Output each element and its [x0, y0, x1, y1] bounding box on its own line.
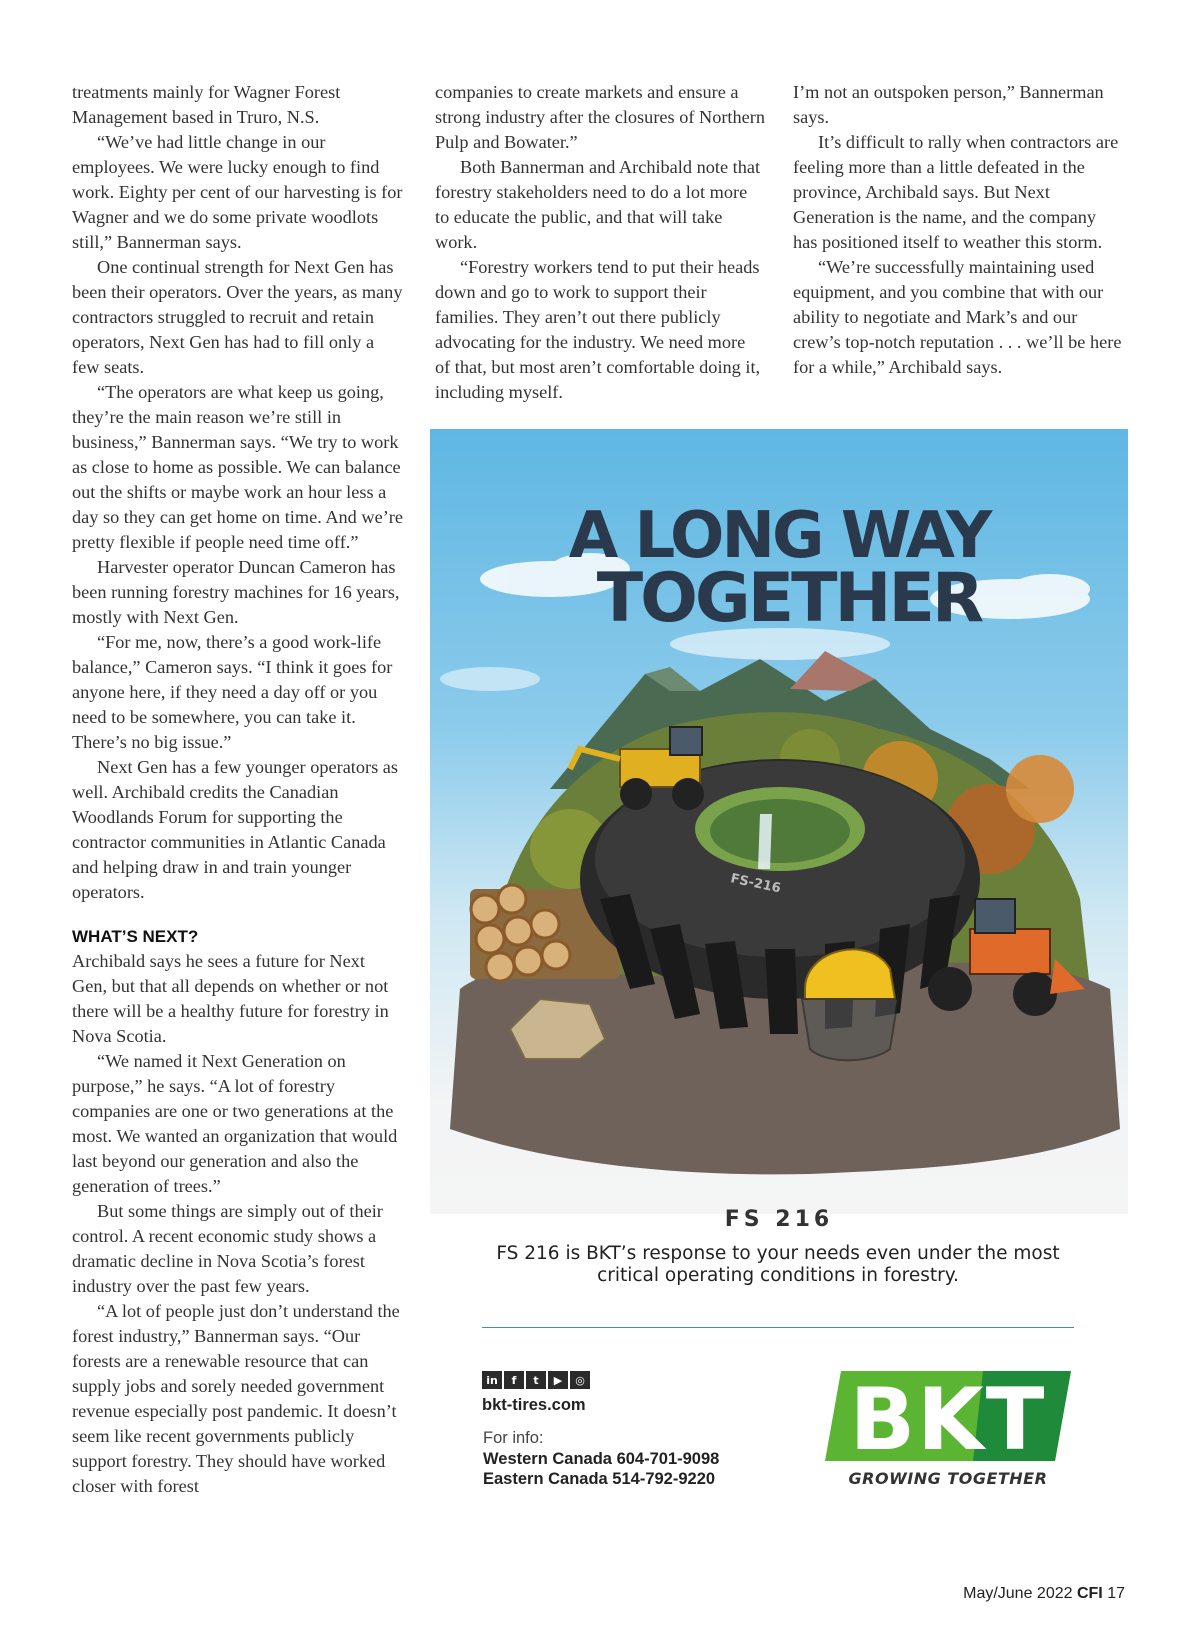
eastern-canada-phone: Eastern Canada 514-792-9220	[483, 1470, 716, 1488]
paragraph: One continual strength for Next Gen has been their operators. Over the years, as many contractors struggled to recruit and retain operators, Next Gen has had to fill only a few seats.	[72, 257, 403, 377]
paragraph: “We’ve had little change in our employees. We were lucky enough to find work. Eighty per cent of our harvesting is for Wagner and we do some private woodlots still,” Bannerman says.	[72, 132, 403, 252]
bkt-logo	[823, 1369, 1073, 1464]
website-link[interactable]: bkt-tires.com	[482, 1396, 586, 1414]
paragraph: “For me, now, there’s a good work-life balance,” Cameron says. “I think it goes for anyone here, if they need a day off or you need to be somewhere, you can take it. There’s no big issue.”	[72, 632, 393, 752]
paragraph: Both Bannerman and Archibald note that forestry stakeholders need to do a lot more to educate the public, and that will take work.	[435, 157, 761, 252]
page-folio	[963, 1585, 1125, 1603]
paragraph: Archibald says he sees a future for Next Gen, but that all depends on whether or not there will be a healthy future for forestry in Nova Scotia.	[72, 951, 389, 1046]
tire-sidewall-text: FS-216	[729, 871, 782, 897]
safety-helmet	[802, 949, 898, 1060]
ad-hero-illustration	[430, 429, 1128, 1214]
western-canada-phone: Western Canada 604-701-9098	[483, 1450, 720, 1468]
social-icons	[482, 1371, 590, 1389]
instagram-icon[interactable]: ◎	[570, 1371, 590, 1389]
article-column-1	[72, 80, 404, 1499]
issue-date: May/June 2022	[963, 1585, 1073, 1602]
paragraph: “We named it Next Generation on purpose,” he says. “A lot of forestry companies are one or two generations at the most. We wanted an organization that would last beyond our generation and also the generation of trees.”	[72, 1051, 398, 1196]
paragraph: “Forestry workers tend to put their heads down and go to work to support their families. They aren’t out there publicly advocating for the industry. We need more of that, but most aren’t comfortable doing it, including myself.	[435, 257, 761, 402]
paragraph: “The operators are what keep us going, they’re the main reason we’re still in business,” Bannerman says. “We try to work as close to home as possible. We can balance out the shifts or maybe work an hour less a day so they can get home on time. And we’re pretty flexible if people need time off.”	[72, 382, 403, 552]
logo-tagline: GROWING TOGETHER	[848, 1469, 1048, 1488]
article-column-3	[793, 80, 1123, 380]
twitter-icon[interactable]: t	[526, 1371, 546, 1389]
section-subhead: WHAT’S NEXT?	[72, 927, 199, 946]
divider	[482, 1327, 1074, 1328]
paragraph: “We’re successfully maintaining used equipment, and you combine that with our ability to negotiate and Mark’s and our crew’s top-notch reputation . . . we’ll be here for a while,” Archibald says.	[793, 257, 1122, 377]
paragraph: But some things are simply out of their control. A recent economic study shows a dramatic decline in Nova Scotia’s forest industry over the past few years.	[72, 1201, 383, 1296]
product-model-name: FS 216	[724, 1207, 834, 1232]
product-description: FS 216 is BKT’s response to your needs even under the most critical operating conditions in forestry.	[496, 1243, 1060, 1286]
paragraph: It’s difficult to rally when contractors are feeling more than a little defeated in the province, Archibald says. But Next Generation is the name, and the company has positioned itself to weather this storm.	[793, 132, 1119, 252]
paragraph: companies to create markets and ensure a strong industry after the closures of Northern Pulp and Bowater.”	[435, 82, 765, 152]
paragraph: Next Gen has a few younger operators as well. Archibald credits the Canadian Woodlands Forum for supporting the contractor communities in Atlantic Canada and helping draw in and train younger operators.	[72, 757, 399, 902]
facebook-icon[interactable]: f	[504, 1371, 524, 1389]
paragraph: “A lot of people just don’t understand the forest industry,” Bannerman says. “Our forests are a renewable resource that can supply jobs and sorely needed government revenue especially post pandemic. It doesn’t seem like recent governments publicly support forestry. They should have worked closer with forest	[72, 1301, 400, 1496]
article-column-2	[435, 80, 765, 405]
for-info-label: For info:	[483, 1429, 544, 1447]
linkedin-icon[interactable]: in	[482, 1371, 502, 1389]
ad-headline-line-2: TOGETHER	[596, 559, 982, 638]
publication-name: CFI	[1076, 1585, 1103, 1602]
youtube-icon[interactable]: ▶	[548, 1371, 568, 1389]
paragraph: treatments mainly for Wagner Forest Management based in Truro, N.S.	[72, 82, 341, 127]
bkt-advertisement	[430, 429, 1128, 1564]
paragraph: Harvester operator Duncan Cameron has been running forestry machines for 16 years, mostly with Next Gen.	[72, 557, 400, 627]
page-number: 17	[1107, 1585, 1125, 1602]
ad-headline-line-1: A LONG WAY	[568, 499, 990, 573]
logo-wordmark: BKT	[849, 1370, 1047, 1464]
paragraph: I’m not an outspoken person,” Bannerman says.	[793, 82, 1104, 127]
